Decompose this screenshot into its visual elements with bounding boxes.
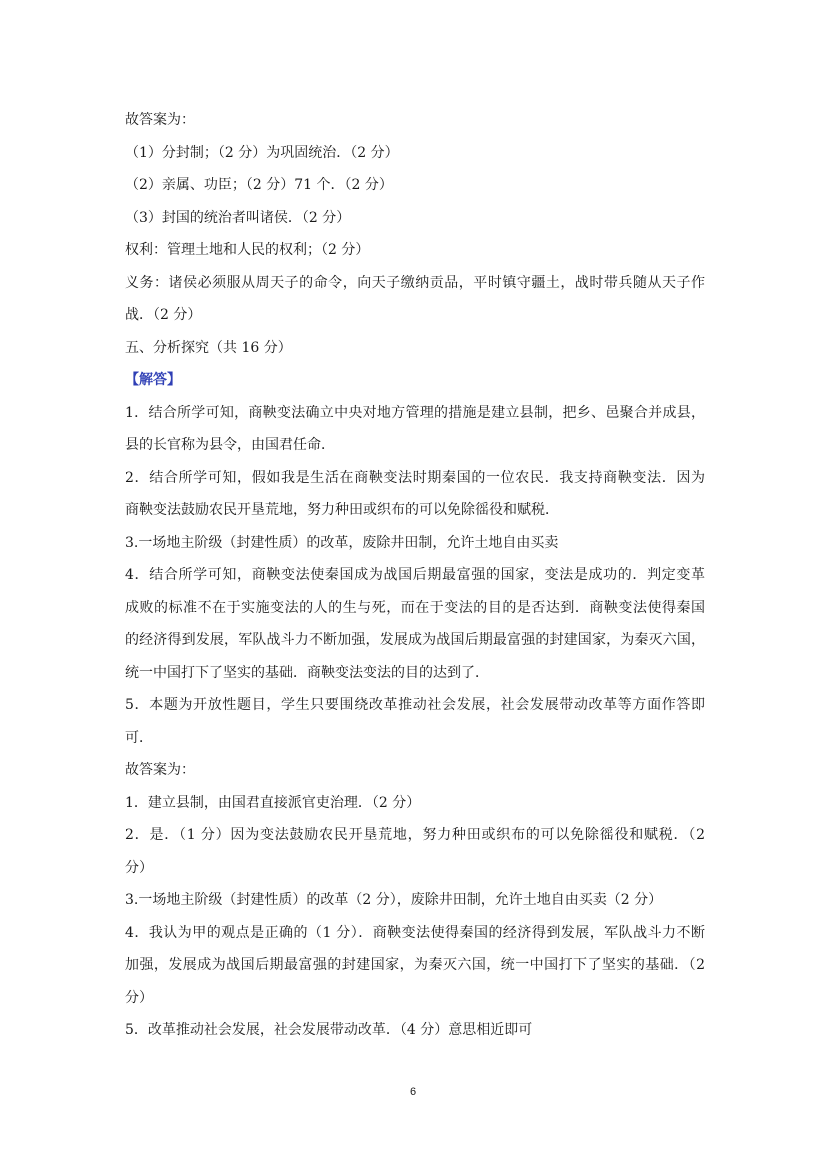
text-line-2: （1）分封制；（2 分）为巩固统治．（2 分）	[125, 144, 399, 161]
text-line-25: 3.一场地主阶级（封建性质）的改革（2 分），废除井田制，允许土地自由买卖（2 分）	[125, 892, 663, 908]
text-line-10: 1．结合所学可知，商鞅变法确立中央对地方管理的措施是建立县制，把乡、邑聚合并成县，	[125, 404, 705, 421]
answer-header: 【解答】	[125, 372, 181, 388]
section-heading: 五、分析探究（共 16 分）	[125, 339, 292, 356]
text-line-16: 成败的标准不在于实施变法的人的生与死，而在于变法的目的是否达到．商鞅变法使得秦国	[125, 599, 705, 616]
text-line-12: 2．结合所学可知，假如我是生活在商鞅变法时期秦国的一位农民．我支持商鞅变法．因为	[125, 469, 705, 486]
text-line-14: 3.一场地主阶级（封建性质）的改革，废除井田制，允许土地自由买卖	[125, 534, 559, 551]
text-line-22: 1．建立县制，由国君直接派官吏治理．（2 分）	[125, 794, 421, 811]
text-line-19: 5．本题为开放性题目，学生只要围绕改革推动社会发展，社会发展带动改革等方面作答即	[125, 697, 705, 713]
text-line-6: 义务：诸侯必须服从周天子的命令，向天子缴纳贡品，平时镇守疆土，战时带兵随从天子作	[125, 274, 705, 291]
text-line-11: 县的长官称为县令，由国君任命．	[125, 437, 335, 453]
text-line-17: 的经济得到发展，军队战斗力不断加强，发展成为战国后期最富强的封建国家，为秦灭六国，	[125, 632, 705, 648]
text-line-15: 4．结合所学可知，商鞅变法使秦国成为战国后期最富强的国家，变法是成功的．判定变革	[125, 567, 705, 583]
text-line-20: 可．	[125, 729, 153, 746]
text-line-29: 5．改革推动社会发展，社会发展带动改革．（4 分）意思相近即可	[125, 1022, 533, 1038]
text-line-21: 故答案为：	[125, 762, 195, 778]
text-line-3: （2）亲属、功臣；（2 分）71 个．（2 分）	[125, 177, 393, 193]
text-line-27: 加强，发展成为战国后期最富强的封建国家，为秦灭六国，统一中国打下了坚实的基础．（2	[125, 957, 705, 973]
text-line-28: 分）	[125, 989, 153, 1006]
text-line-7: 战．（2 分）	[125, 307, 202, 323]
document-body	[125, 104, 705, 1047]
text-line-13: 商鞅变法鼓励农民开垦荒地，努力种田或织布的可以免除徭役和赋税．	[125, 502, 559, 518]
text-line-24: 分）	[125, 859, 153, 876]
text-line-5: 权利：管理土地和人民的权利；（2 分）	[125, 242, 370, 258]
text-line-1: 故答案为：	[125, 112, 195, 128]
text-line-26: 4．我认为甲的观点是正确的（1 分）．商鞅变法使得秦国的经济得到发展，军队战斗力不断	[125, 924, 705, 941]
page-number: 6	[409, 1086, 417, 1098]
text-line-23: 2．是．（1 分）因为变法鼓励农民开垦荒地，努力种田或织布的可以免除徭役和赋税．（2	[125, 827, 705, 843]
text-line-4: （3）封国的统治者叫诸侯．（2 分）	[125, 209, 351, 226]
text-line-18: 统一中国打下了坚实的基础．商鞅变法变法的目的达到了．	[125, 664, 489, 681]
